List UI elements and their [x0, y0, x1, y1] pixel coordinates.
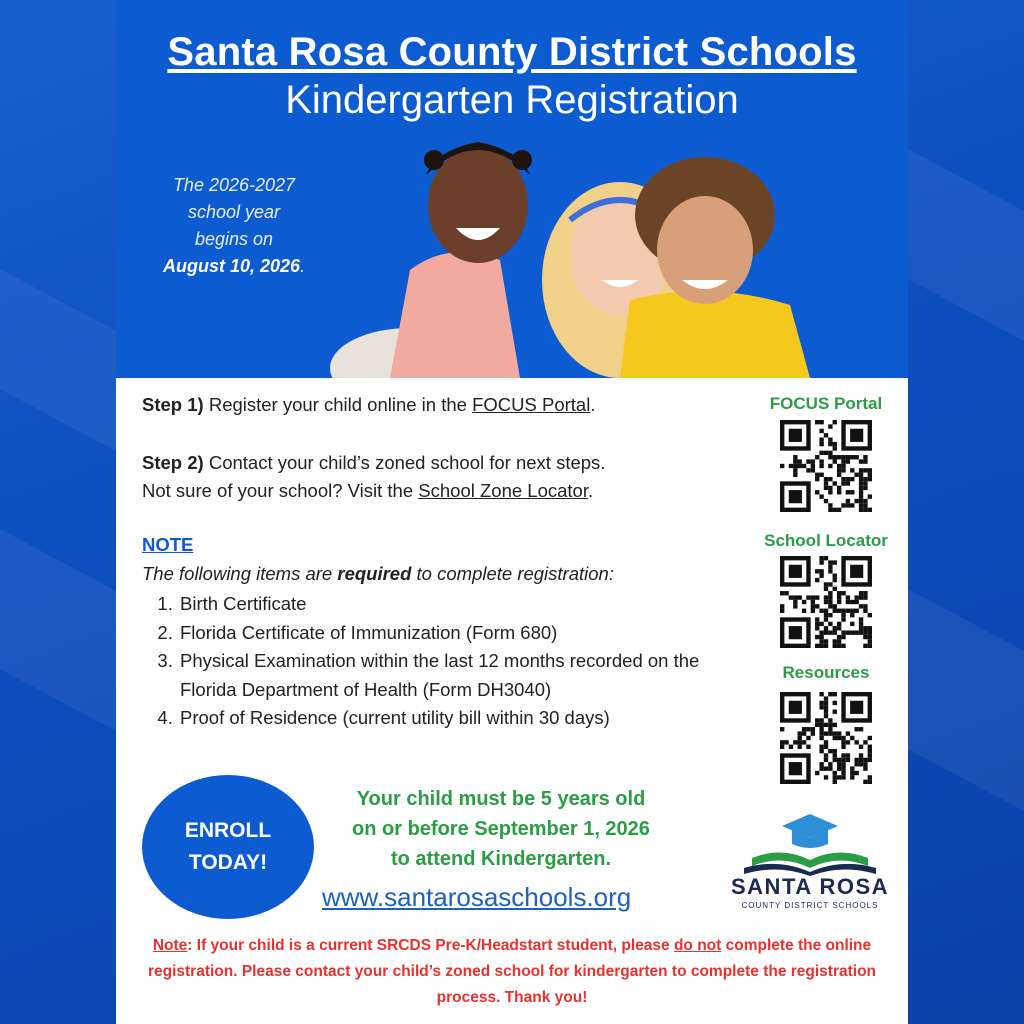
background-stripe	[0, 269, 116, 451]
resources-qr-code[interactable]	[780, 692, 872, 784]
background-stripe	[0, 529, 116, 731]
registration-flyer	[116, 0, 908, 1024]
school-zone-locator-link[interactable]: School Zone Locator	[418, 480, 588, 501]
school-year-start	[134, 172, 334, 280]
step-1-text: Register your child online in the	[208, 394, 473, 415]
step-1: Step 1) Register your child online in the FOCUS Portal.	[142, 394, 596, 415]
focus-portal-qr-code[interactable]	[780, 420, 872, 512]
requirements-list	[156, 590, 738, 733]
school-locator-qr-label: School Locator	[764, 531, 888, 550]
list-item: 2. Florida Certificate of Immunization (Form 680)	[178, 619, 738, 648]
logo-name: SANTA ROSA	[731, 874, 889, 899]
enroll-today-badge[interactable]: ENROLL TODAY!	[142, 775, 314, 919]
background-stripe	[908, 589, 1024, 811]
requirements-intro: The following items are required to complete registration:	[142, 563, 614, 584]
hero-banner	[116, 0, 908, 378]
step-2: Step 2) Contact your child’s zoned school for next steps. Not sure of your school? Visit the School Zone Locator.	[142, 452, 606, 501]
background-stripe	[908, 149, 1024, 341]
focus-portal-qr-label: FOCUS Portal	[769, 394, 883, 413]
date-line: begins on	[194, 229, 274, 249]
start-date: August 10, 2026.	[162, 256, 306, 276]
list-item: 3. Physical Examination within the last 12 months recorded on the Florida Department of Health (Form DH3040)	[178, 647, 738, 704]
step-2-text: Contact your child’s zoned school for next steps.	[208, 452, 606, 473]
list-item: 1. Birth Certificate	[178, 590, 738, 619]
date-line: The 2026-2027	[172, 175, 296, 195]
date-line: school year	[187, 202, 281, 222]
list-item: 4. Proof of Residence (current utility bill within 30 days)	[178, 704, 738, 733]
focus-portal-link[interactable]: FOCUS Portal	[472, 394, 591, 415]
footer-note: Note: If your child is a current SRCDS Pre-K/Headstart student, please do not complete the online registration. Please contact your child’s zoned school for kindergarten to complete the registration process. Thank you!	[147, 937, 877, 1006]
step-2-label: Step 2)	[142, 452, 204, 473]
age-requirement: Your child must be 5 years old on or before September 1, 2026 to attend Kindergarten.	[352, 788, 650, 870]
school-locator-qr-code[interactable]	[780, 556, 872, 648]
note-heading: NOTE	[142, 534, 194, 555]
page-subtitle: Kindergarten Registration	[285, 78, 739, 122]
resources-qr-label: Resources	[782, 663, 870, 682]
website-link[interactable]: www.santarosaschools.org	[322, 882, 632, 912]
step-1-label: Step 1)	[142, 394, 204, 415]
page-title: Santa Rosa County District Schools	[167, 30, 857, 74]
children-photo	[330, 130, 830, 378]
logo-subtitle: COUNTY DISTRICT SCHOOLS	[741, 901, 879, 910]
